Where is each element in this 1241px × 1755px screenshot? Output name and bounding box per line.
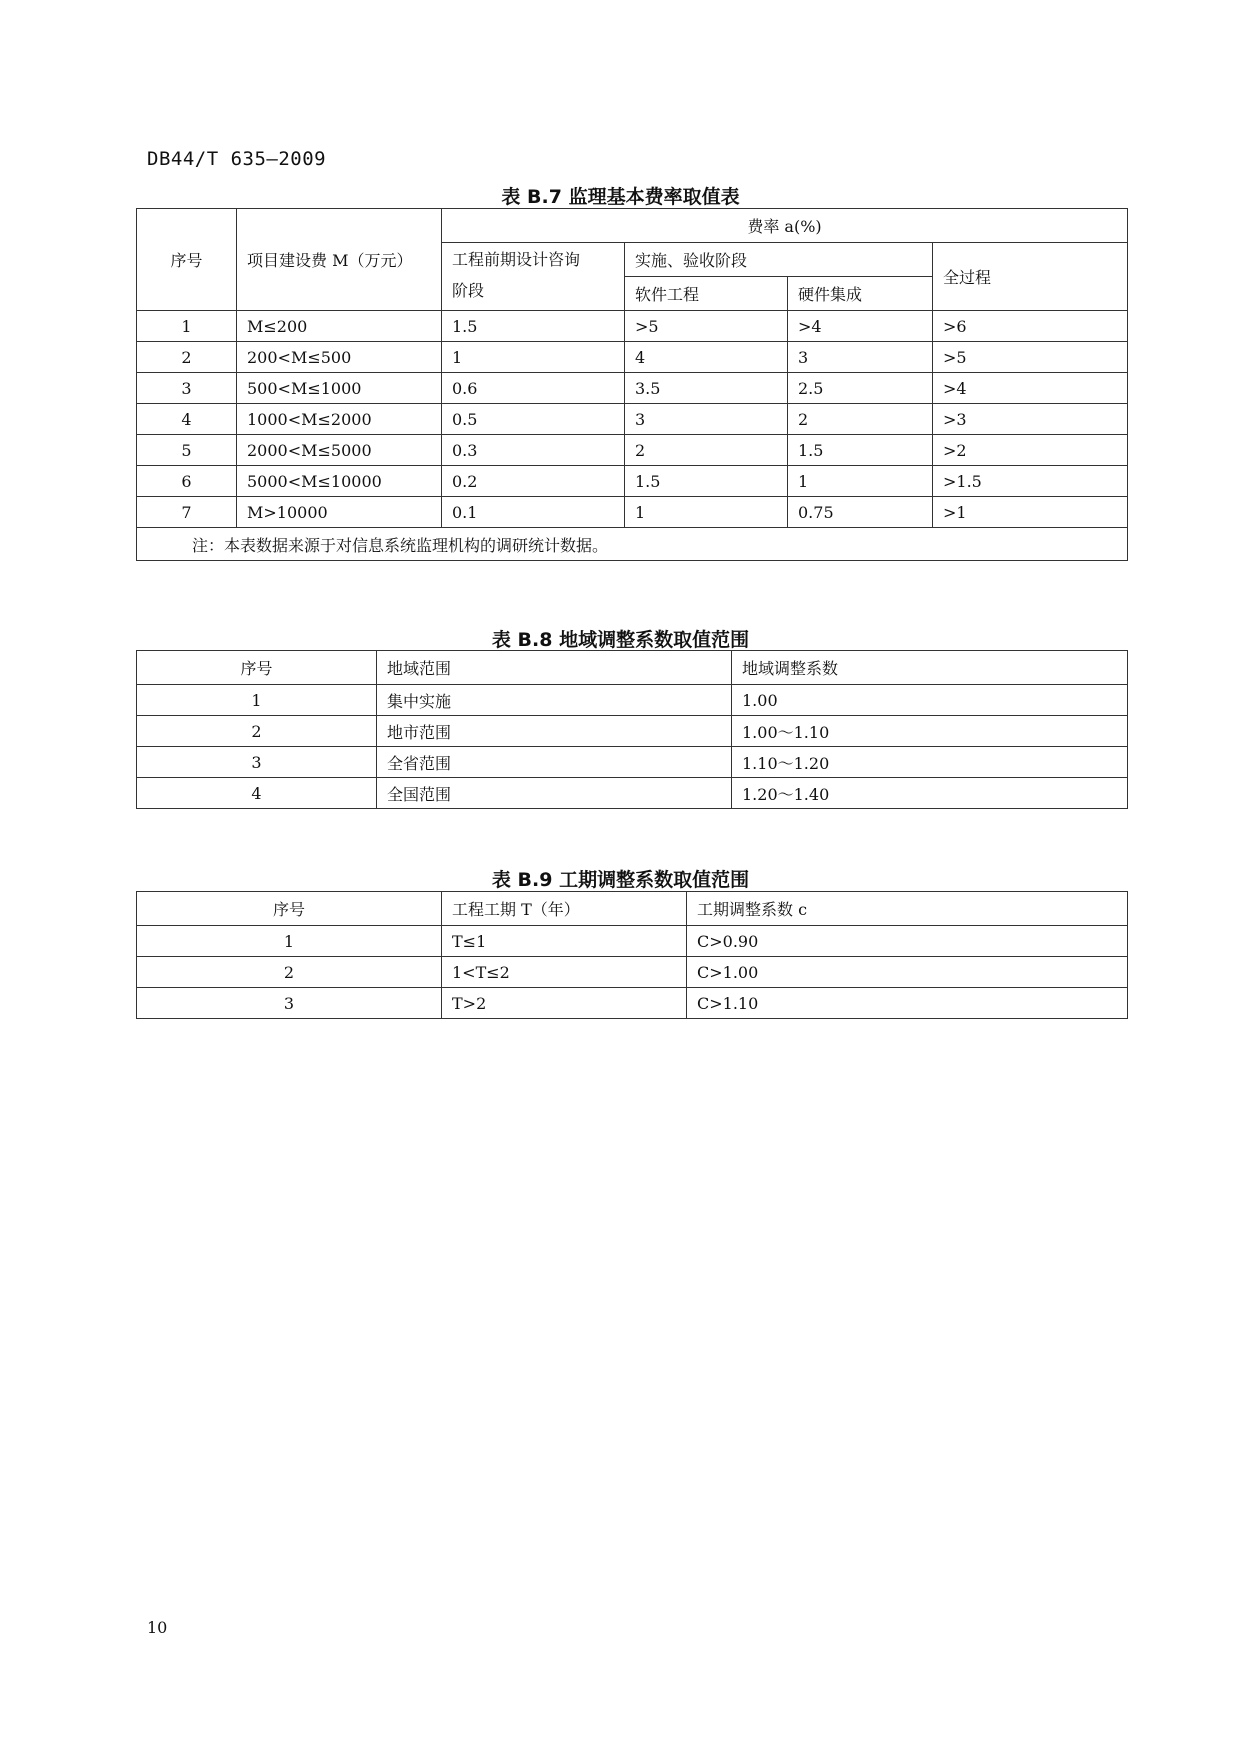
table-cell: T≤1 bbox=[442, 926, 687, 957]
b8-header-seq: 序号 bbox=[137, 651, 377, 685]
table-cell: 3.5 bbox=[625, 373, 788, 404]
table-cell: T>2 bbox=[442, 988, 687, 1019]
table-cell: 集中实施 bbox=[377, 685, 732, 716]
table-cell: 1.5 bbox=[442, 311, 625, 342]
table-cell: 1.00 bbox=[732, 685, 1128, 716]
table-cell: 1 bbox=[625, 497, 788, 528]
table-cell: M≤200 bbox=[237, 311, 442, 342]
table-row bbox=[137, 404, 1128, 435]
table-b7-note: 注：本表数据来源于对信息系统监理机构的调研统计数据。 bbox=[137, 528, 1128, 561]
table-cell: 1<T≤2 bbox=[442, 957, 687, 988]
table-cell: 1 bbox=[137, 311, 237, 342]
table-cell: 5000<M≤10000 bbox=[237, 466, 442, 497]
table-cell: 2.5 bbox=[788, 373, 933, 404]
table-cell: >2 bbox=[933, 435, 1128, 466]
b9-header-duration: 工程工期 T（年） bbox=[442, 892, 687, 926]
table-cell: C>0.90 bbox=[687, 926, 1128, 957]
table-cell: 7 bbox=[137, 497, 237, 528]
table-cell: 4 bbox=[625, 342, 788, 373]
table-cell: 1.00～1.10 bbox=[732, 716, 1128, 747]
table-cell: 1 bbox=[137, 685, 377, 716]
table-row bbox=[137, 435, 1128, 466]
table-cell: 1000<M≤2000 bbox=[237, 404, 442, 435]
table-b7 bbox=[136, 208, 1128, 561]
table-cell: C>1.10 bbox=[687, 988, 1128, 1019]
table-cell: 2 bbox=[137, 716, 377, 747]
table-row bbox=[137, 311, 1128, 342]
header-rate: 费率 a(%) bbox=[442, 209, 1128, 243]
table-cell: 0.75 bbox=[788, 497, 933, 528]
table-cell: 1 bbox=[137, 926, 442, 957]
table-cell: 0.5 bbox=[442, 404, 625, 435]
table-row bbox=[137, 373, 1128, 404]
table-cell: 1.5 bbox=[625, 466, 788, 497]
table-cell: >5 bbox=[625, 311, 788, 342]
table-row bbox=[137, 988, 1128, 1019]
table-cell: 0.3 bbox=[442, 435, 625, 466]
table-b7-title: 表 B.7 监理基本费率取值表 bbox=[501, 186, 740, 208]
table-b9 bbox=[136, 891, 1128, 1019]
table-cell: M>10000 bbox=[237, 497, 442, 528]
table-cell: 4 bbox=[137, 778, 377, 809]
table-cell: 6 bbox=[137, 466, 237, 497]
table-row bbox=[137, 957, 1128, 988]
header-hardware: 硬件集成 bbox=[788, 277, 933, 311]
table-cell: 0.1 bbox=[442, 497, 625, 528]
header-cost: 项目建设费 M（万元） bbox=[237, 209, 442, 311]
table-cell: 3 bbox=[137, 373, 237, 404]
table-cell: 1.5 bbox=[788, 435, 933, 466]
table-cell: >6 bbox=[933, 311, 1128, 342]
table-cell: 0.2 bbox=[442, 466, 625, 497]
table-cell: 1 bbox=[788, 466, 933, 497]
table-cell: 3 bbox=[137, 747, 377, 778]
header-pre-design bbox=[442, 243, 625, 311]
table-row bbox=[137, 342, 1128, 373]
b8-header-region: 地域范围 bbox=[377, 651, 732, 685]
table-cell: 1.10～1.20 bbox=[732, 747, 1128, 778]
table-row bbox=[137, 778, 1128, 809]
table-row bbox=[137, 926, 1128, 957]
b8-header-coef: 地域调整系数 bbox=[732, 651, 1128, 685]
table-cell: C>1.00 bbox=[687, 957, 1128, 988]
header-seq: 序号 bbox=[137, 209, 237, 311]
table-cell: 5 bbox=[137, 435, 237, 466]
table-b9-title: 表 B.9 工期调整系数取值范围 bbox=[491, 869, 750, 891]
table-cell: 2 bbox=[137, 342, 237, 373]
table-cell: 3 bbox=[625, 404, 788, 435]
table-b8 bbox=[136, 650, 1128, 809]
table-row bbox=[137, 685, 1128, 716]
table-cell: 0.6 bbox=[442, 373, 625, 404]
table-cell: 全国范围 bbox=[377, 778, 732, 809]
table-cell: >1.5 bbox=[933, 466, 1128, 497]
document-code: DB44/T 635—2009 bbox=[147, 148, 327, 170]
table-row bbox=[137, 747, 1128, 778]
table-cell: >4 bbox=[788, 311, 933, 342]
table-cell: 3 bbox=[788, 342, 933, 373]
table-cell: 2000<M≤5000 bbox=[237, 435, 442, 466]
page-number: 10 bbox=[147, 1618, 168, 1637]
table-cell: 2 bbox=[625, 435, 788, 466]
table-cell: 1 bbox=[442, 342, 625, 373]
b9-header-seq: 序号 bbox=[137, 892, 442, 926]
table-cell: 1.20～1.40 bbox=[732, 778, 1128, 809]
table-cell: 2 bbox=[788, 404, 933, 435]
table-cell: 200<M≤500 bbox=[237, 342, 442, 373]
header-software: 软件工程 bbox=[625, 277, 788, 311]
b9-header-coef: 工期调整系数 c bbox=[687, 892, 1128, 926]
table-cell: 全省范围 bbox=[377, 747, 732, 778]
table-row bbox=[137, 466, 1128, 497]
table-cell: >4 bbox=[933, 373, 1128, 404]
table-cell: >1 bbox=[933, 497, 1128, 528]
table-row bbox=[137, 716, 1128, 747]
header-pre-design-line1: 工程前期设计咨询 bbox=[452, 250, 581, 269]
header-full: 全过程 bbox=[933, 243, 1128, 311]
header-impl: 实施、验收阶段 bbox=[625, 243, 933, 277]
table-b8-title: 表 B.8 地域调整系数取值范围 bbox=[491, 629, 750, 651]
header-pre-design-line2: 阶段 bbox=[452, 281, 485, 300]
table-cell: 500<M≤1000 bbox=[237, 373, 442, 404]
table-cell: 地市范围 bbox=[377, 716, 732, 747]
table-cell: 2 bbox=[137, 957, 442, 988]
table-cell: >3 bbox=[933, 404, 1128, 435]
table-row bbox=[137, 497, 1128, 528]
table-cell: 4 bbox=[137, 404, 237, 435]
table-cell: >5 bbox=[933, 342, 1128, 373]
table-cell: 3 bbox=[137, 988, 442, 1019]
